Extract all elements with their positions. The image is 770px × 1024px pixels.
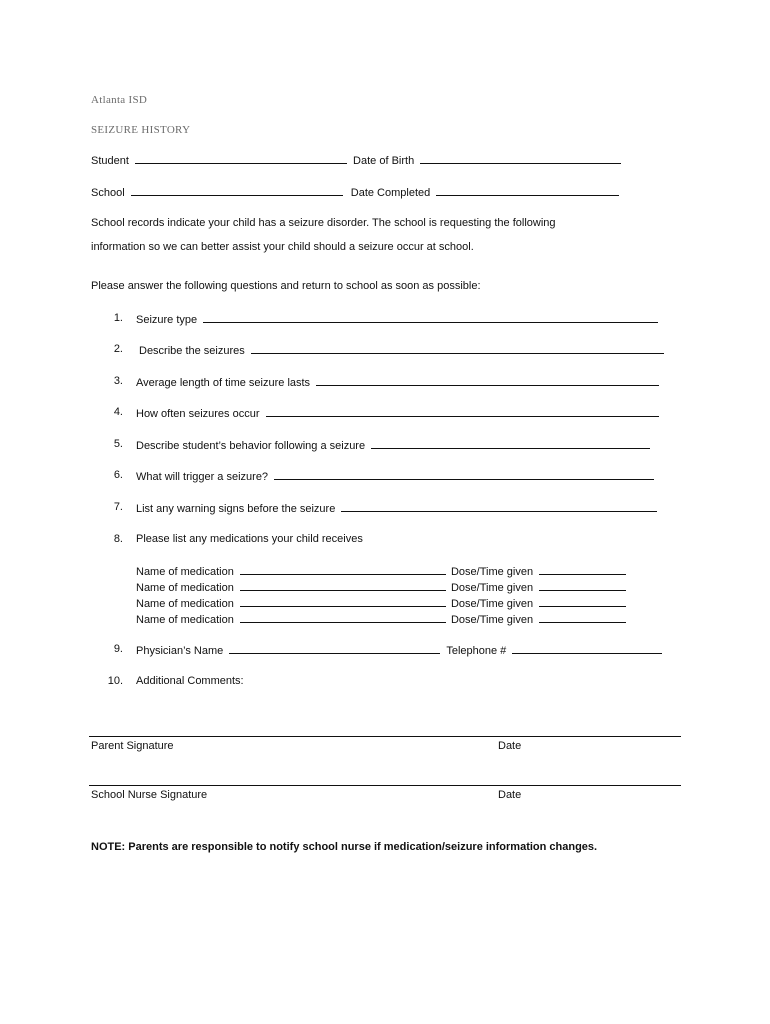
question-4 (136, 406, 659, 420)
additional-comments-label: Additional Comments: (136, 675, 244, 687)
question-label: Describe student’s behavior following a seizure (136, 440, 366, 452)
medication-row (136, 580, 626, 594)
medication-name-label: Name of medication (136, 566, 234, 578)
parent-signature-line[interactable] (89, 736, 681, 737)
question-3 (136, 375, 659, 389)
nurse-signature-line[interactable] (89, 785, 681, 786)
dose-time-label: Dose/Time given (450, 614, 534, 626)
question-label: Average length of time seizure lasts (136, 377, 311, 389)
intro-line-2: information so we can better assist your child should a seizure occur at school. (91, 241, 474, 253)
date-completed-field[interactable] (436, 185, 619, 196)
dose-time-label: Dose/Time given (450, 582, 534, 594)
dose-time-label: Dose/Time given (450, 598, 534, 610)
telephone-field[interactable] (512, 643, 662, 654)
medication-name-label: Name of medication (136, 598, 234, 610)
medication-row (136, 596, 626, 610)
dose-time-field[interactable] (539, 580, 626, 591)
nurse-signature-label: School Nurse Signature (91, 789, 208, 801)
medication-name-field[interactable] (240, 596, 446, 607)
physician-row (136, 643, 662, 657)
student-field[interactable] (135, 153, 347, 164)
question-7 (136, 501, 657, 515)
medication-row (136, 612, 626, 626)
student-label: Student (91, 155, 129, 167)
question-label: Seizure type (136, 314, 198, 326)
question-label: List any warning signs before the seizure (136, 503, 336, 515)
dose-time-field[interactable] (539, 596, 626, 607)
question-number: 6. (113, 469, 123, 481)
school-label: School (91, 187, 125, 199)
question-label: What will trigger a seizure? (136, 471, 269, 483)
question-number: 3. (113, 375, 123, 387)
medication-row (136, 564, 626, 578)
dob-field[interactable] (420, 153, 621, 164)
telephone-label: Telephone # (446, 645, 507, 657)
seizure-trigger-field[interactable] (274, 469, 654, 480)
post-seizure-behavior-field[interactable] (371, 438, 650, 449)
student-row (91, 153, 621, 167)
question-5 (136, 438, 650, 452)
school-row (91, 185, 619, 199)
question-number: 1. (113, 312, 123, 324)
nurse-date-label: Date (498, 789, 522, 801)
question-number: 8. (113, 533, 123, 545)
physician-name-field[interactable] (229, 643, 440, 654)
question-6 (136, 469, 654, 483)
question-number: 10. (107, 675, 123, 687)
instruction-text: Please answer the following questions and return to school as soon as possible: (91, 280, 481, 292)
question-number: 5. (113, 438, 123, 450)
medication-name-field[interactable] (240, 580, 446, 591)
dose-time-field[interactable] (539, 612, 626, 623)
physician-name-label: Physician’s Name (136, 645, 224, 657)
seizure-type-field[interactable] (203, 312, 658, 323)
question-number: 2. (113, 343, 123, 355)
question-2 (139, 343, 664, 357)
medication-name-label: Name of medication (136, 614, 234, 626)
dose-time-field[interactable] (539, 564, 626, 575)
question-8: Please list any medications your child receives (136, 533, 363, 545)
form-title: SEIZURE HISTORY (91, 124, 191, 136)
dob-label: Date of Birth (353, 155, 415, 167)
question-number: 7. (113, 501, 123, 513)
question-1 (136, 312, 658, 326)
medication-name-field[interactable] (240, 612, 446, 623)
school-field[interactable] (131, 185, 343, 196)
intro-line-1: School records indicate your child has a seizure disorder. The school is requesting the following (91, 217, 556, 229)
seizure-length-field[interactable] (316, 375, 659, 386)
question-number: 4. (113, 406, 123, 418)
question-label: Describe the seizures (139, 345, 245, 357)
dose-time-label: Dose/Time given (450, 566, 534, 578)
medication-name-field[interactable] (240, 564, 446, 575)
seizure-frequency-field[interactable] (266, 406, 659, 417)
parent-signature-label: Parent Signature (91, 740, 174, 752)
medication-name-label: Name of medication (136, 582, 234, 594)
district-name: Atlanta ISD (91, 94, 148, 106)
date-completed-label: Date Completed (350, 187, 431, 199)
question-label: How often seizures occur (136, 408, 260, 420)
describe-seizures-field[interactable] (251, 343, 664, 354)
parent-date-label: Date (498, 740, 522, 752)
warning-signs-field[interactable] (341, 501, 657, 512)
parent-note: NOTE: Parents are responsible to notify school nurse if medication/seizure information changes. (91, 841, 598, 853)
question-number: 9. (113, 643, 123, 655)
